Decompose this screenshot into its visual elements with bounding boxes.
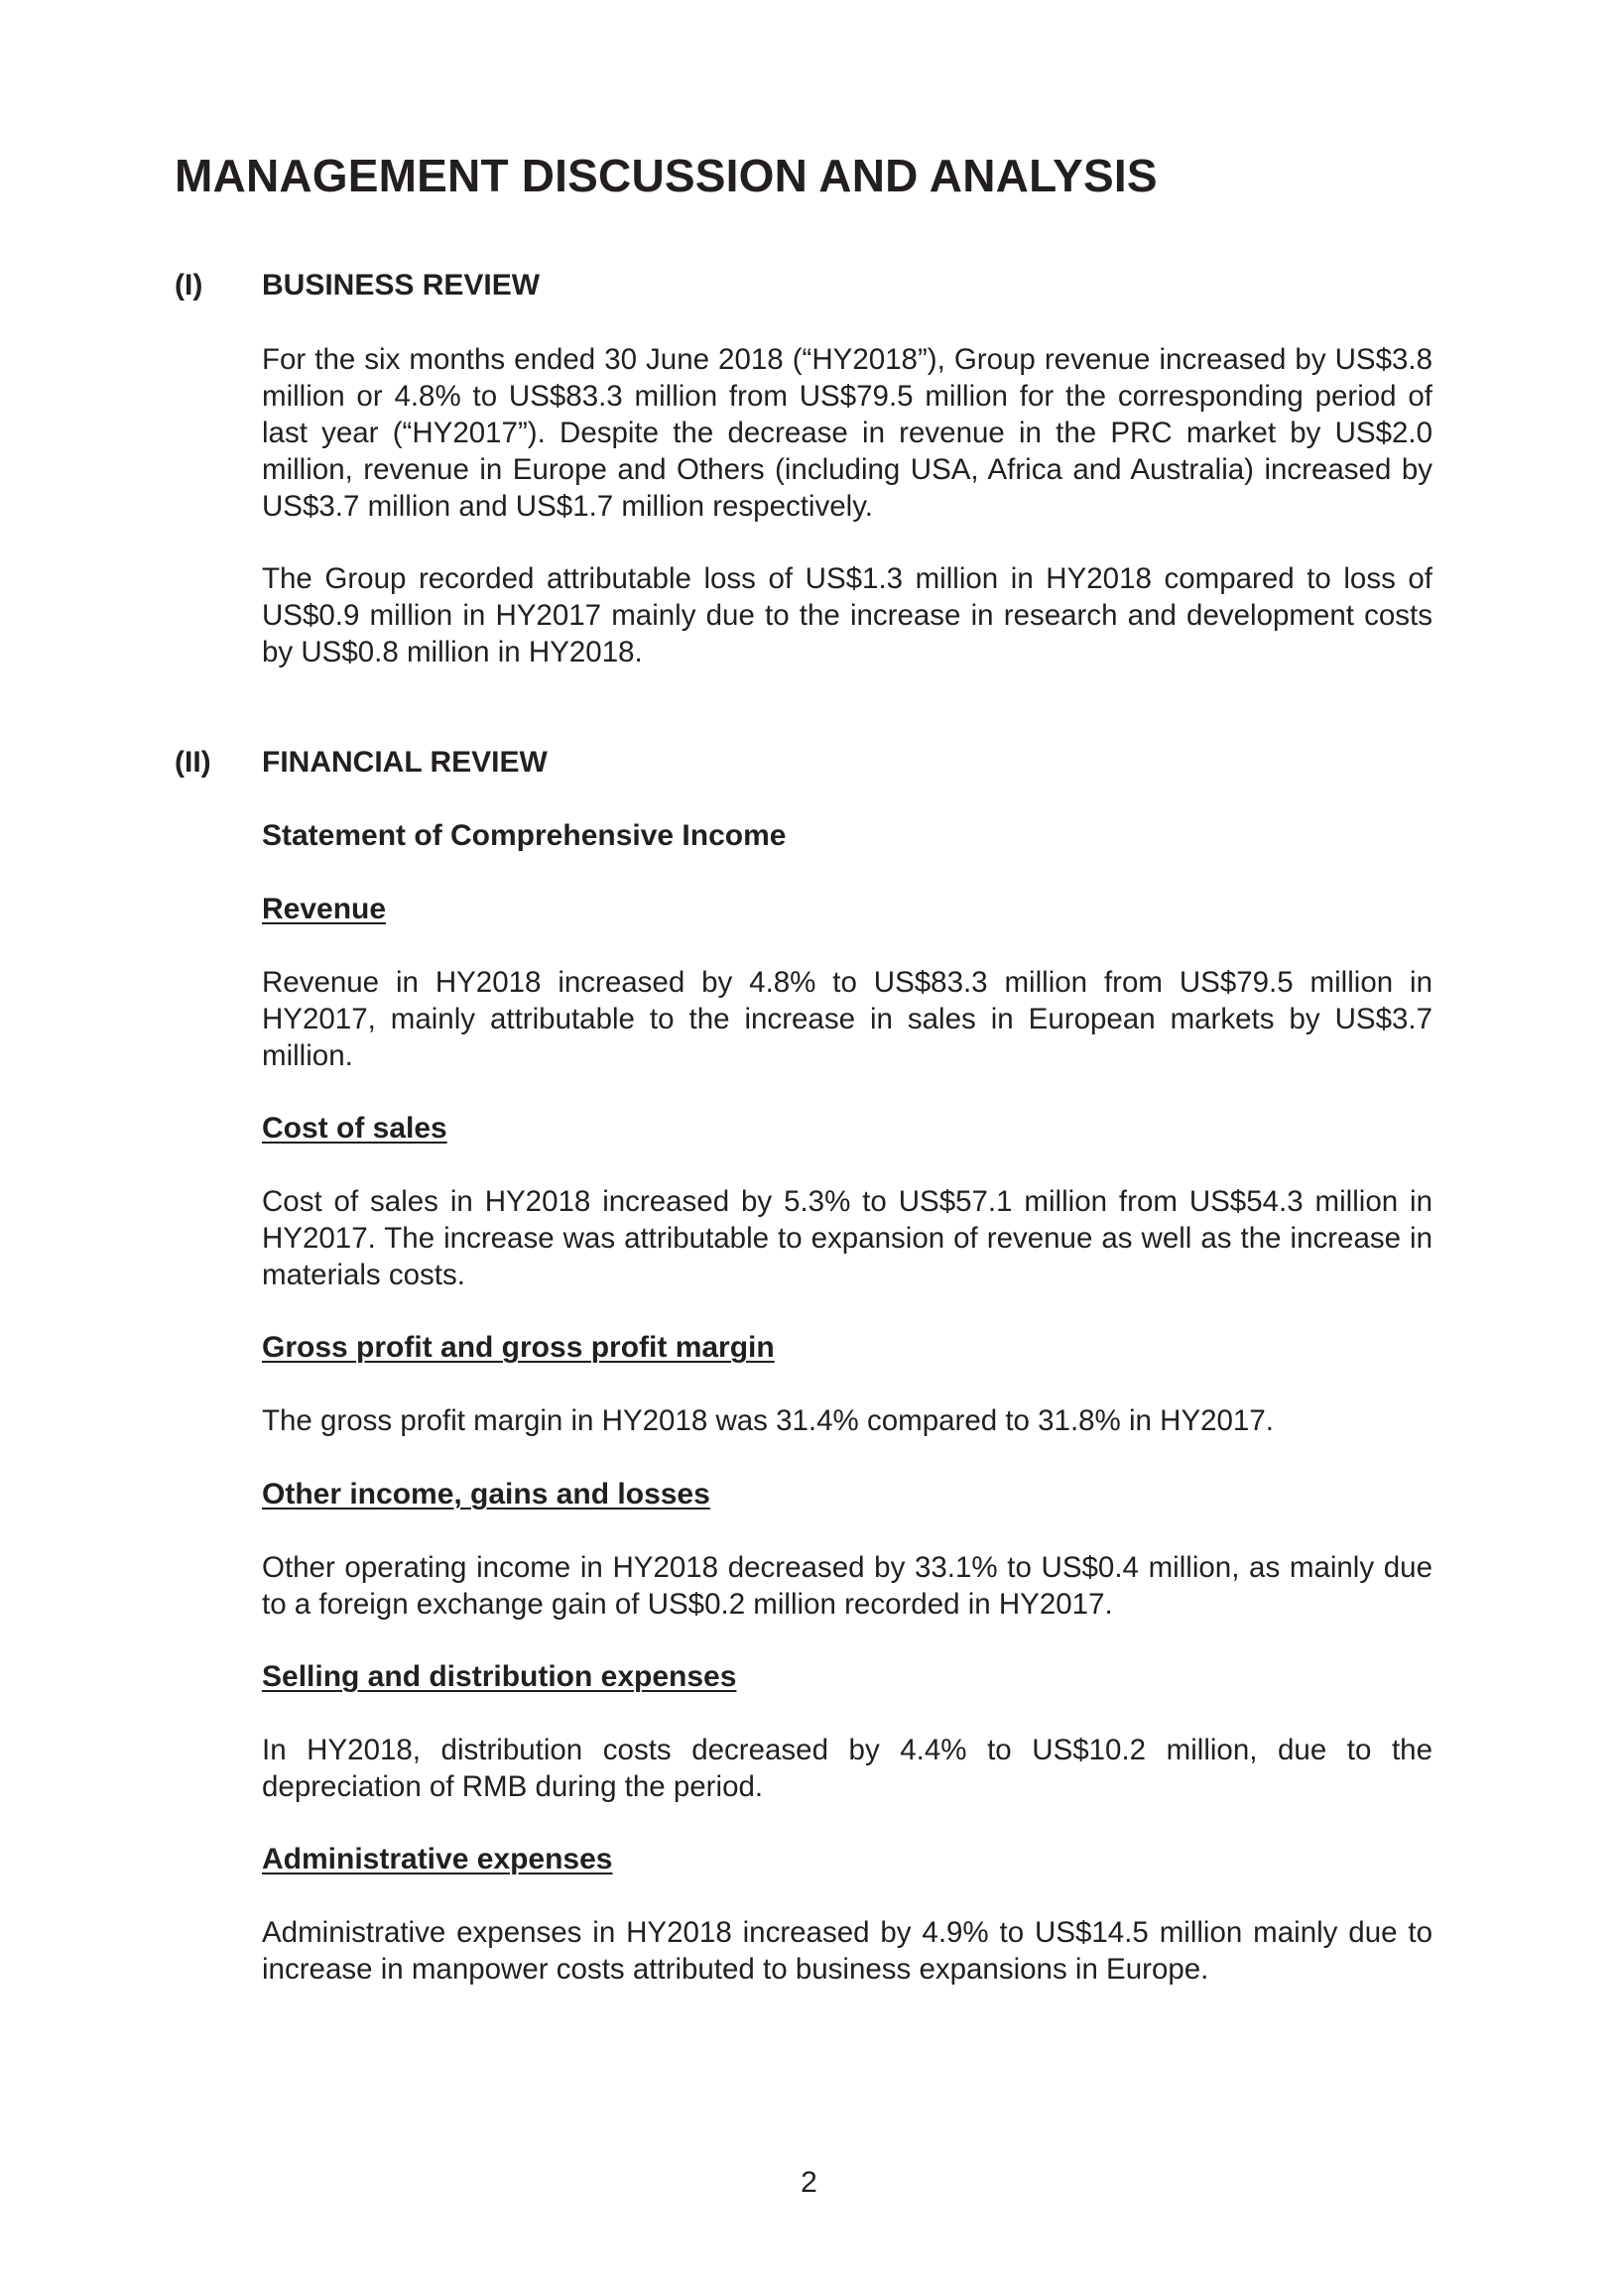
page-title: MANAGEMENT DISCUSSION AND ANALYSIS	[175, 150, 1158, 201]
administrative-expenses-paragraph: Administrative expenses in HY2018 increased by 4.9% to US$14.5 million mainly due to increase in manpower costs attributed to business expansions in Europe.	[262, 1916, 1432, 1986]
revenue-heading: Revenue	[262, 893, 387, 925]
section-title: BUSINESS REVIEW	[262, 269, 541, 302]
gross-profit-heading: Gross profit and gross profit margin	[262, 1331, 775, 1364]
business-review-paragraph-2: The Group recorded attributable loss of US$1.3 million in HY2018 compared to loss of US$0.9 million in HY2017 mainly due to the increase in research and development costs by US$0.8 million in HY2018.	[262, 562, 1432, 668]
administrative-expenses-heading: Administrative expenses	[262, 1843, 613, 1875]
revenue-paragraph: Revenue in HY2018 increased by 4.8% to US$83.3 million from US$79.5 million in HY2017, mainly attributable to the increase in sales in European markets by US$3.7 million.	[262, 966, 1432, 1072]
statement-subheading: Statement of Comprehensive Income	[262, 819, 787, 852]
section-number: (II)	[175, 746, 211, 779]
other-income-heading: Other income, gains and losses	[262, 1478, 710, 1511]
section-title: FINANCIAL REVIEW	[262, 746, 548, 779]
section-number: (I)	[175, 269, 203, 302]
selling-distribution-heading: Selling and distribution expenses	[262, 1660, 737, 1693]
other-income-paragraph: Other operating income in HY2018 decreased by 33.1% to US$0.4 million, as mainly due to a foreign exchange gain of US$0.2 million recorded in HY2017.	[262, 1551, 1432, 1621]
selling-distribution-paragraph: In HY2018, distribution costs decreased by 4.4% to US$10.2 million, due to the depreciation of RMB during the period.	[262, 1734, 1432, 1803]
cost-of-sales-paragraph: Cost of sales in HY2018 increased by 5.3% to US$57.1 million from US$54.3 million in HY2017. The increase was attributable to expansion of revenue as well as the increase in materials costs.	[262, 1185, 1432, 1291]
gross-profit-paragraph: The gross profit margin in HY2018 was 31.4% compared to 31.8% in HY2017.	[262, 1404, 1274, 1437]
page-number: 2	[801, 2166, 817, 2199]
business-review-paragraph-1: For the six months ended 30 June 2018 (“HY2018”), Group revenue increased by US$3.8 million or 4.8% to US$83.3 million from US$79.5 million for the corresponding period of last year (“HY2017”). Despite the decrease in revenue in the PRC market by US$2.0 million, revenue in Europe and Others (including USA, Africa and Australia) increased by US$3.7 million and US$1.7 million respectively.	[262, 343, 1432, 523]
cost-of-sales-heading: Cost of sales	[262, 1112, 447, 1145]
